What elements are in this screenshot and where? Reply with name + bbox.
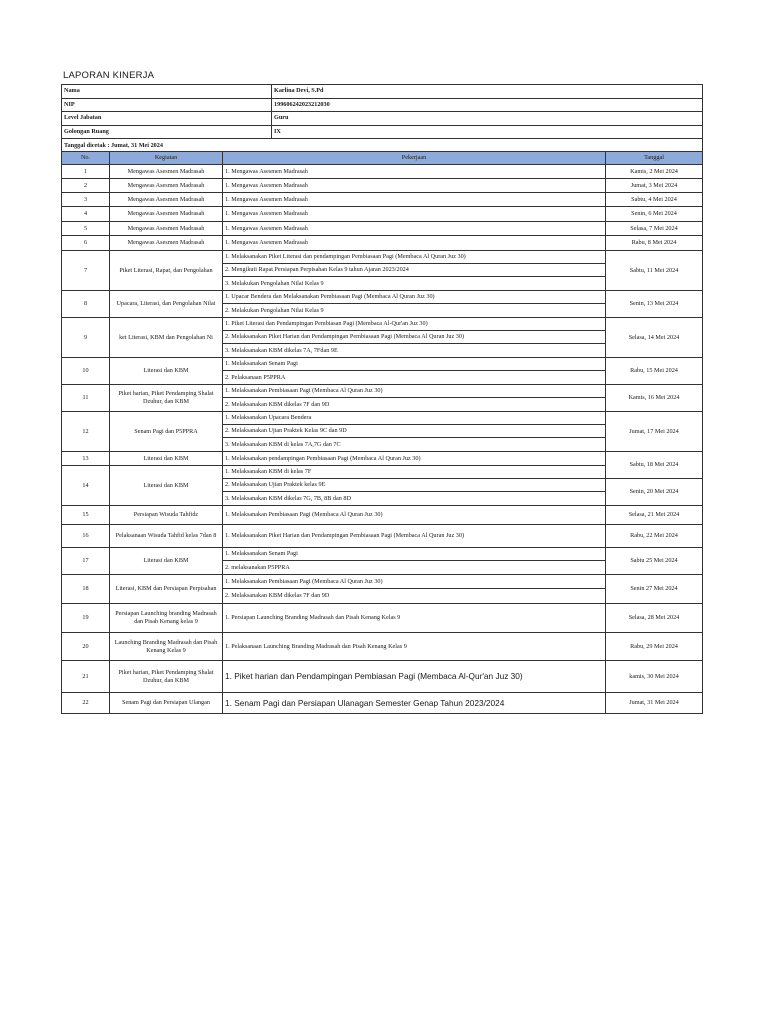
pekerjaan-line: 1. Melaksanakan Senam Pagi [223, 358, 605, 371]
pekerjaan-line: 1. Melaksanakan Senam Pagi [223, 548, 605, 561]
row-number: 9 [62, 318, 110, 358]
table-row [62, 165, 703, 179]
row-number: 11 [62, 385, 110, 412]
row-pekerjaan [223, 318, 606, 358]
row-number: 2 [62, 179, 110, 193]
row-pekerjaan [223, 179, 606, 193]
row-number: 1 [62, 165, 110, 179]
pekerjaan-line: 1. Melaksanakan pendampingan Pembiasaan Pagi (Membaca Al Quran Juz 30) [225, 454, 421, 462]
info-value: Karlina Devi, S.Pd [272, 85, 703, 99]
pekerjaan-line: 1. Melaksanakan Upacara Bendera [223, 412, 605, 425]
row-number: 10 [62, 358, 110, 385]
row-pekerjaan [223, 548, 606, 575]
row-kegiatan: Piket Literasi, Rapat, dan Pengolahan [110, 251, 223, 291]
row-kegiatan: Launching Branding Madrasah dan Pisah Kenang Kelas 9 [110, 633, 223, 661]
table-row [62, 412, 703, 452]
printed-date: Tanggal dicetak : Jumat, 31 Mei 2024 [62, 139, 703, 153]
row-tanggal: Rabu, 29 Mei 2024 [606, 633, 703, 661]
pekerjaan-line: 1. Melaksanakan Pembiasaan Pagi (Membaca Al Quran Juz 30) [223, 575, 605, 589]
table-row [62, 661, 703, 693]
row-tanggal: Sabtu, 11 Mei 2024 [606, 251, 703, 291]
table-row [62, 548, 703, 575]
pekerjaan-line: 1. Melaksanakan Pembiasaan Pagi (Membaca Al Quran Juz 30) [225, 511, 383, 519]
row-kegiatan: Literasi dan KBM [110, 466, 223, 506]
row-tanggal: Rabu, 15 Mei 2024 [606, 358, 703, 385]
row-number: 13 [62, 452, 110, 466]
table-row [62, 318, 703, 358]
pekerjaan-line: 3. Melakukan Pengolahan Nilai Kelas 9 [225, 279, 324, 287]
table-row [62, 222, 703, 236]
pekerjaan-line: 2. Melaksanakan KBM dikelas 7F dan 9D [225, 400, 330, 408]
pekerjaan-line: 2. melaksanakan P5PPRA [225, 563, 290, 571]
pekerjaan-line: 1. Melaksanakan Piket Literasi dan pendampingan Pembiasaan Pagi (Membaca Al Quran Juz 30) [223, 251, 605, 264]
row-pekerjaan [223, 466, 606, 506]
pekerjaan-line: 1. Melaksanakan Pembiasaan Pagi (Membaca Al Quran Juz 30) [223, 385, 605, 398]
header-no: No. [62, 152, 110, 165]
pekerjaan-line: 3. Melaksanakan KBM dikelas 7G, 7B, 8B dan 8D [225, 494, 351, 502]
pekerjaan-line: 1. Piket Literasi dan Pendampingan Pembiasan Pagi (Membaca Al-Qur'an Juz 30) [223, 318, 605, 331]
row-tanggal: Rabu, 22 Mei 2024 [606, 525, 703, 548]
pekerjaan-line: 2. Melaksanakan Ujian Praktek Kelas 9C dan 9D [223, 425, 605, 438]
row-pekerjaan [223, 207, 606, 222]
pekerjaan-line: 1. Melaksanakan KBM di kelas 7F [223, 466, 605, 479]
row-tanggal: Kamis, 16 Mei 2024 [606, 385, 703, 412]
info-row-nip [62, 98, 703, 112]
row-pekerjaan [223, 385, 606, 412]
row-tanggal: Jumat, 3 Mei 2024 [606, 179, 703, 193]
info-value: Guru [272, 112, 703, 126]
info-label: Level Jabatan [62, 112, 272, 126]
row-pekerjaan [223, 412, 606, 452]
row-pekerjaan [223, 236, 606, 251]
row-tanggal: Sabtu, 4 Mei 2024 [606, 193, 703, 207]
row-kegiatan: Senam Pagi dan Persiapan Ulangan [110, 693, 223, 714]
pekerjaan-line: 1. Piket harian dan Pendampingan Pembiasan Pagi (Membaca Al-Qur'an Juz 30) [225, 671, 523, 682]
row-pekerjaan [223, 165, 606, 179]
row-pekerjaan [223, 358, 606, 385]
row-number: 6 [62, 236, 110, 251]
row-pekerjaan [223, 661, 606, 693]
report-title: LAPORAN KINERJA [63, 70, 155, 81]
row-tanggal: Senin 27 Mei 2024 [606, 575, 703, 604]
row-number: 7 [62, 251, 110, 291]
row-number: 19 [62, 604, 110, 633]
pekerjaan-line: 1. Persiapan Launching Branding Madrasah dan Pisah Kenang Kelas 9 [225, 614, 401, 622]
tanggal-lower: Senin, 20 Mei 2024 [629, 487, 679, 495]
row-number: 17 [62, 548, 110, 575]
row-tanggal: Selasa, 28 Mei 2024 [606, 604, 703, 633]
row-kegiatan: Senam Pagi dan P5PPRA [110, 412, 223, 452]
row-tanggal: Selasa, 14 Mei 2024 [606, 318, 703, 358]
row-pekerjaan [223, 506, 606, 525]
table-row [62, 251, 703, 291]
table-header-row [62, 152, 703, 165]
row-pekerjaan [223, 291, 606, 318]
row-kegiatan: Mengawas Asesmen Madrasah [110, 207, 223, 222]
header-tanggal: Tanggal [606, 152, 703, 165]
table-row [62, 633, 703, 661]
pekerjaan-line: 3. Melaksanakan KBM di kelas 7A,7G dan 7C [225, 440, 341, 448]
pekerjaan-line: 1. Mengawas Asesmen Madrasah [225, 239, 308, 247]
row-kegiatan: Upacara, Literasi, dan Pengolahan Nilai [110, 291, 223, 318]
row-number: 8 [62, 291, 110, 318]
row-pekerjaan [223, 251, 606, 291]
table-row [62, 236, 703, 251]
row-pekerjaan [223, 525, 606, 548]
table-row [62, 693, 703, 714]
pekerjaan-line: 1. Mengawas Asesmen Madrasah [225, 167, 308, 175]
row-kegiatan: Pelaksanaan Wisuda Tahfid kelas 7dan 8 [110, 525, 223, 548]
row-number: 4 [62, 207, 110, 222]
table-row [62, 506, 703, 525]
row-kegiatan: Persiapan Launching branding Madrasah dan Pisah Kenang kelas 9 [110, 604, 223, 633]
row-number: 16 [62, 525, 110, 548]
tanggal-upper: Sabtu, 18 Mei 2024 [606, 453, 702, 479]
table-row [62, 604, 703, 633]
pekerjaan-line: 1. Mengawas Asesmen Madrasah [225, 224, 308, 232]
row-kegiatan: Mengawas Asesmen Madrasah [110, 193, 223, 207]
row-number: 18 [62, 575, 110, 604]
info-label: Golongan Ruang [62, 125, 272, 139]
info-value: IX [272, 125, 703, 139]
pekerjaan-line: 2. Pelaksanaan P5PPRA [225, 373, 286, 381]
row-number: 12 [62, 412, 110, 452]
table-row [62, 575, 703, 604]
header-pekerjaan: Pekerjaan [223, 152, 606, 165]
row-kegiatan: Literasi dan KBM [110, 548, 223, 575]
row-tanggal: Jumat, 17 Mei 2024 [606, 412, 703, 452]
pekerjaan-line: 1. Mengawas Asesmen Madrasah [225, 210, 308, 218]
info-label: Nama [62, 85, 272, 99]
pekerjaan-line: 1. Melaksanakan Piket Harian dan Pendampingan Pembiasaan Pagi (Membaca Al Quran Juz 30) [225, 532, 465, 540]
table-row [62, 193, 703, 207]
table-row [62, 385, 703, 412]
pekerjaan-line: 2. Melaksanakan Ujian Praktek kelas 9E [223, 479, 605, 492]
row-kegiatan: Mengawas Asesmen Madrasah [110, 222, 223, 236]
pekerjaan-line: 1. Senam Pagi dan Persiapan Ulanagan Semester Genap Tahun 2023/2024 [225, 697, 505, 708]
row-pekerjaan [223, 193, 606, 207]
row-kegiatan: ket Literasi, KBM dan Pengolahan Ni [110, 318, 223, 358]
row-kegiatan: Piket harian, Piket Pendamping Shalat Dzuhur, dan KBM [110, 385, 223, 412]
pekerjaan-line: 1. Pelaksanaan Launching Branding Madrasah dan Pisah Kenang Kelas 9 [225, 642, 407, 650]
pekerjaan-line: 2. Melakukan Pengolahan Nilai Kelas 9 [225, 306, 324, 314]
row-tanggal: Selasa, 7 Mei 2024 [606, 222, 703, 236]
row-kegiatan: Literasi dan KBM [110, 358, 223, 385]
row-tanggal: Sabtu 25 Mei 2024 [606, 548, 703, 575]
pekerjaan-line: 1. Mengawas Asesmen Madrasah [225, 181, 308, 189]
table-row [62, 525, 703, 548]
row-number: 22 [62, 693, 110, 714]
pekerjaan-line: 3. Melaksanakan KBM dikelas 7A, 7Fdan 9E [225, 346, 338, 354]
row-tanggal: Senin, 13 Mei 2024 [606, 291, 703, 318]
row-tanggal: kamis, 30 Mei 2024 [606, 661, 703, 693]
row-tanggal: Jumat, 31 Mei 2024 [606, 693, 703, 714]
row-pekerjaan [223, 604, 606, 633]
row-tanggal: Kamis, 2 Mei 2024 [606, 165, 703, 179]
row-tanggal: Senin, 6 Mei 2024 [606, 207, 703, 222]
table-row [62, 358, 703, 385]
row-number: 5 [62, 222, 110, 236]
header-kegiatan: Kegiatan [110, 152, 223, 165]
info-value: 199606242023212030 [272, 98, 703, 112]
info-row-level-jabatan [62, 112, 703, 126]
row-pekerjaan [223, 575, 606, 604]
row-tanggal: Rabu, 8 Mei 2024 [606, 236, 703, 251]
row-kegiatan: Mengawas Asesmen Madrasah [110, 165, 223, 179]
row-kegiatan: Persiapan Wisuda Tahfidz [110, 506, 223, 525]
pekerjaan-line: 1. Mengawas Asesmen Madrasah [225, 195, 308, 203]
info-row-golongan-ruang [62, 125, 703, 139]
info-label: NIP [62, 98, 272, 112]
row-kegiatan: Piket harian, Piket Pendamping Shalat Dzuhur, dan KBM [110, 661, 223, 693]
table-row [62, 452, 703, 466]
pekerjaan-line: 2. Melaksanakan Piket Harian dan Pendampingan Pembiasaan Pagi (Membaca Al Quran Juz 30) [223, 331, 605, 344]
table-row [62, 179, 703, 193]
info-row-nama [62, 85, 703, 99]
table-row [62, 207, 703, 222]
row-kegiatan: Mengawas Asesmen Madrasah [110, 179, 223, 193]
row-pekerjaan [223, 693, 606, 714]
table-row [62, 291, 703, 318]
row-tanggal: Selasa, 21 Mei 2024 [606, 506, 703, 525]
pekerjaan-line: 2. Melaksanakan KBM dikelas 7F dan 9D [225, 592, 330, 600]
row-kegiatan: Literasi dan KBM [110, 452, 223, 466]
row-number: 15 [62, 506, 110, 525]
pekerjaan-line: 1. Upacar Bendera dan Melaksanakan Pembiasaan Pagi (Membaca Al Quran Juz 30) [223, 291, 605, 304]
row-pekerjaan [223, 222, 606, 236]
row-number: 14 [62, 466, 110, 506]
row-kegiatan: Mengawas Asesmen Madrasah [110, 236, 223, 251]
activity-table [61, 151, 703, 714]
row-number: 20 [62, 633, 110, 661]
pekerjaan-line: 2. Mengikuti Rapat Persiapan Perpisahan Kelas 9 tahun Ajaran 2023/2024 [223, 264, 605, 277]
row-number: 21 [62, 661, 110, 693]
row-number: 3 [62, 193, 110, 207]
employee-info-table [61, 84, 703, 153]
row-tanggal-merged [606, 452, 703, 506]
row-pekerjaan [223, 633, 606, 661]
row-kegiatan: Literasi, KBM dan Persiapan Perpisahan [110, 575, 223, 604]
row-pekerjaan [223, 452, 606, 466]
